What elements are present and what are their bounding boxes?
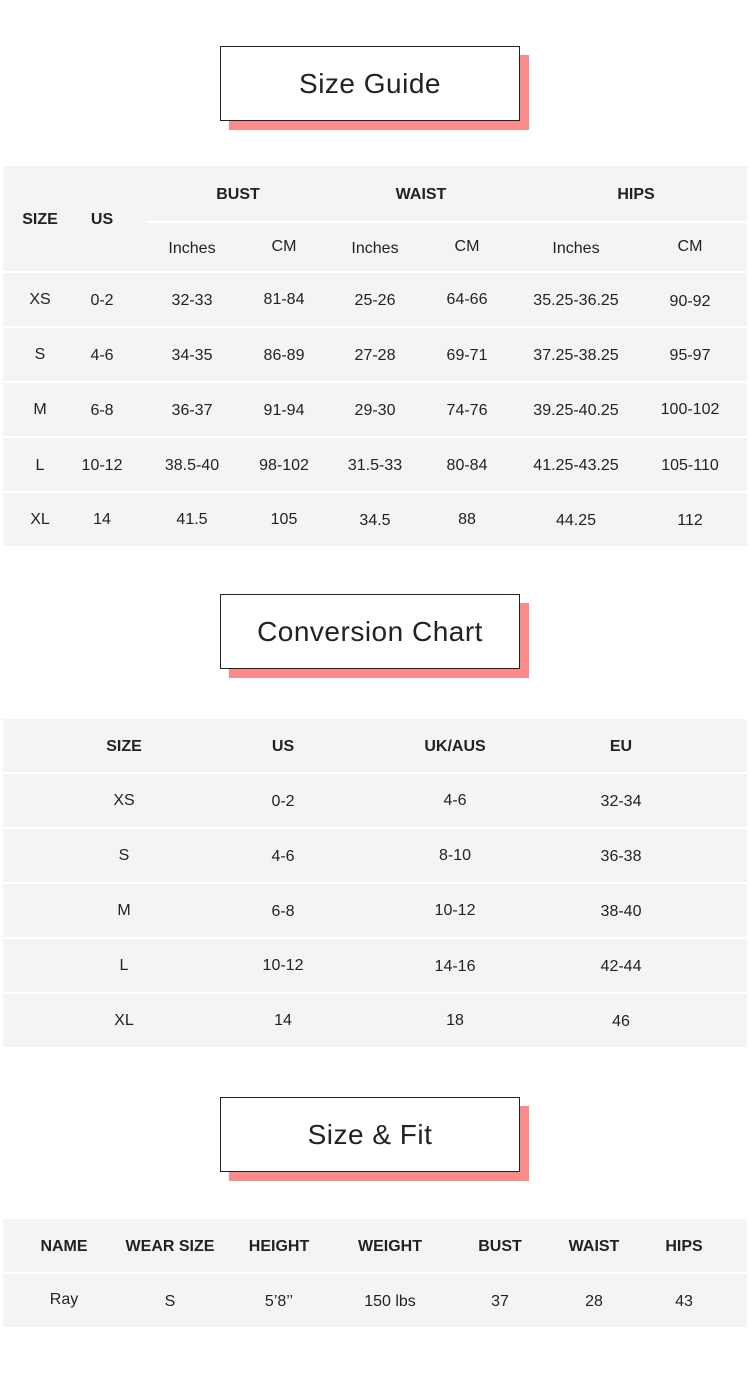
- size-fit-title-block: [220, 1097, 520, 1172]
- size-fit-title: Size & Fit: [220, 1097, 520, 1172]
- cell-eu: 38-40: [600, 903, 642, 920]
- cell-waist-cm: 74-76: [446, 402, 488, 419]
- cell-us: 4-6: [271, 848, 295, 865]
- row-divider: [3, 937, 747, 939]
- cell-waist-in: 31.5-33: [347, 457, 403, 474]
- cell-name: Ray: [49, 1291, 79, 1308]
- cell-size: L: [35, 457, 45, 474]
- header-size: SIZE: [106, 738, 142, 755]
- cell-hips-in: 37.25-38.25: [533, 347, 619, 364]
- cell-height: 5’8’’: [264, 1293, 294, 1310]
- cell-hips-cm: 112: [677, 512, 703, 529]
- cell-size: XL: [30, 511, 50, 528]
- cell-bust-in: 41.5: [176, 511, 208, 528]
- cell-hips-cm: 105-110: [661, 457, 719, 474]
- cell-waist-in: 29-30: [354, 402, 396, 419]
- cell-uk-aus: 4-6: [443, 792, 467, 809]
- cell-us: 10-12: [262, 957, 304, 974]
- cell-waist-in: 27-28: [354, 347, 396, 364]
- header-hips: HIPS: [617, 186, 655, 203]
- cell-size: M: [117, 902, 131, 919]
- cell-hips-in: 35.25-36.25: [533, 292, 619, 309]
- row-divider: [3, 381, 747, 383]
- row-divider: [3, 1272, 747, 1274]
- row-divider: [3, 436, 747, 438]
- header-divider: [146, 221, 747, 223]
- header-uk-aus: UK/AUS: [424, 738, 486, 755]
- header-bust: BUST: [478, 1238, 522, 1255]
- cell-bust-cm: 81-84: [263, 291, 305, 308]
- header-size: SIZE: [22, 211, 58, 228]
- size-guide-title: Size Guide: [220, 46, 520, 121]
- cell-bust-in: 32-33: [171, 292, 213, 309]
- cell-hips-in: 41.25-43.25: [533, 457, 619, 474]
- cell-hips-cm: 95-97: [669, 347, 711, 364]
- cell-waist-in: 25-26: [354, 292, 396, 309]
- header-waist: WAIST: [395, 186, 447, 203]
- cell-waist-cm: 69-71: [446, 347, 488, 364]
- conversion-chart-title: Conversion Chart: [220, 594, 520, 669]
- size-guide-table: [3, 166, 747, 546]
- cell-waist-in: 34.5: [359, 512, 391, 529]
- header-weight: WEIGHT: [358, 1238, 422, 1255]
- cell-bust-cm: 105: [270, 511, 298, 528]
- cell-bust-in: 36-37: [171, 402, 213, 419]
- cell-us: 14: [93, 511, 111, 528]
- subheader-bust-inches: Inches: [168, 240, 216, 257]
- row-divider: [3, 772, 747, 774]
- cell-size: M: [33, 401, 47, 418]
- conversion-chart-title-block: [220, 594, 520, 669]
- cell-hips-cm: 100-102: [660, 401, 720, 418]
- cell-uk-aus: 10-12: [434, 902, 476, 919]
- cell-hips: 43: [675, 1293, 693, 1310]
- header-hips: HIPS: [665, 1238, 703, 1255]
- cell-us: 14: [274, 1012, 292, 1029]
- cell-waist-cm: 64-66: [446, 291, 488, 308]
- cell-us: 6-8: [90, 402, 114, 419]
- cell-bust-cm: 86-89: [263, 347, 305, 364]
- cell-bust: 37: [491, 1293, 509, 1310]
- cell-waist: 28: [585, 1293, 603, 1310]
- cell-uk-aus: 18: [446, 1012, 464, 1029]
- conversion-chart-table: [3, 719, 747, 1047]
- cell-size: XS: [29, 291, 51, 308]
- cell-waist-cm: 80-84: [446, 457, 488, 474]
- cell-eu: 42-44: [600, 958, 642, 975]
- cell-bust-cm: 91-94: [263, 402, 305, 419]
- subheader-hips-cm: CM: [677, 238, 703, 255]
- row-divider: [3, 271, 747, 273]
- row-divider: [3, 992, 747, 994]
- header-height: HEIGHT: [248, 1238, 310, 1255]
- cell-hips-in: 39.25-40.25: [533, 402, 619, 419]
- header-us: US: [90, 211, 114, 228]
- cell-uk-aus: 14-16: [434, 958, 476, 975]
- header-wear-size: WEAR SIZE: [125, 1238, 215, 1255]
- cell-bust-in: 38.5-40: [164, 457, 220, 474]
- cell-size: S: [118, 847, 130, 864]
- header-eu: EU: [609, 738, 633, 755]
- header-us: US: [271, 738, 295, 755]
- cell-uk-aus: 8-10: [438, 847, 472, 864]
- cell-wear-size: S: [164, 1293, 176, 1310]
- cell-size: XL: [114, 1012, 134, 1029]
- size-guide-title-block: [220, 46, 520, 121]
- subheader-waist-inches: Inches: [351, 240, 399, 257]
- row-divider: [3, 491, 747, 493]
- cell-bust-in: 34-35: [171, 347, 213, 364]
- subheader-bust-cm: CM: [271, 238, 297, 255]
- cell-size: L: [119, 957, 129, 974]
- header-waist: WAIST: [568, 1238, 620, 1255]
- cell-bust-cm: 98-102: [259, 457, 309, 474]
- cell-us: 4-6: [90, 347, 114, 364]
- cell-us: 10-12: [81, 457, 123, 474]
- cell-us: 0-2: [90, 292, 114, 309]
- subheader-waist-cm: CM: [454, 238, 480, 255]
- cell-eu: 46: [612, 1013, 630, 1030]
- cell-weight: 150 lbs: [364, 1293, 416, 1310]
- cell-eu: 32-34: [600, 793, 642, 810]
- row-divider: [3, 827, 747, 829]
- cell-hips-cm: 90-92: [669, 293, 711, 310]
- subheader-hips-inches: Inches: [552, 240, 600, 257]
- cell-hips-in: 44.25: [555, 512, 597, 529]
- cell-size: XS: [113, 792, 135, 809]
- header-name: NAME: [40, 1238, 88, 1255]
- cell-us: 0-2: [271, 793, 295, 810]
- size-fit-table: [3, 1219, 747, 1327]
- cell-waist-cm: 88: [458, 511, 476, 528]
- row-divider: [3, 326, 747, 328]
- cell-eu: 36-38: [600, 848, 642, 865]
- row-divider: [3, 882, 747, 884]
- cell-size: S: [34, 346, 46, 363]
- header-bust: BUST: [216, 186, 260, 203]
- cell-us: 6-8: [271, 903, 295, 920]
